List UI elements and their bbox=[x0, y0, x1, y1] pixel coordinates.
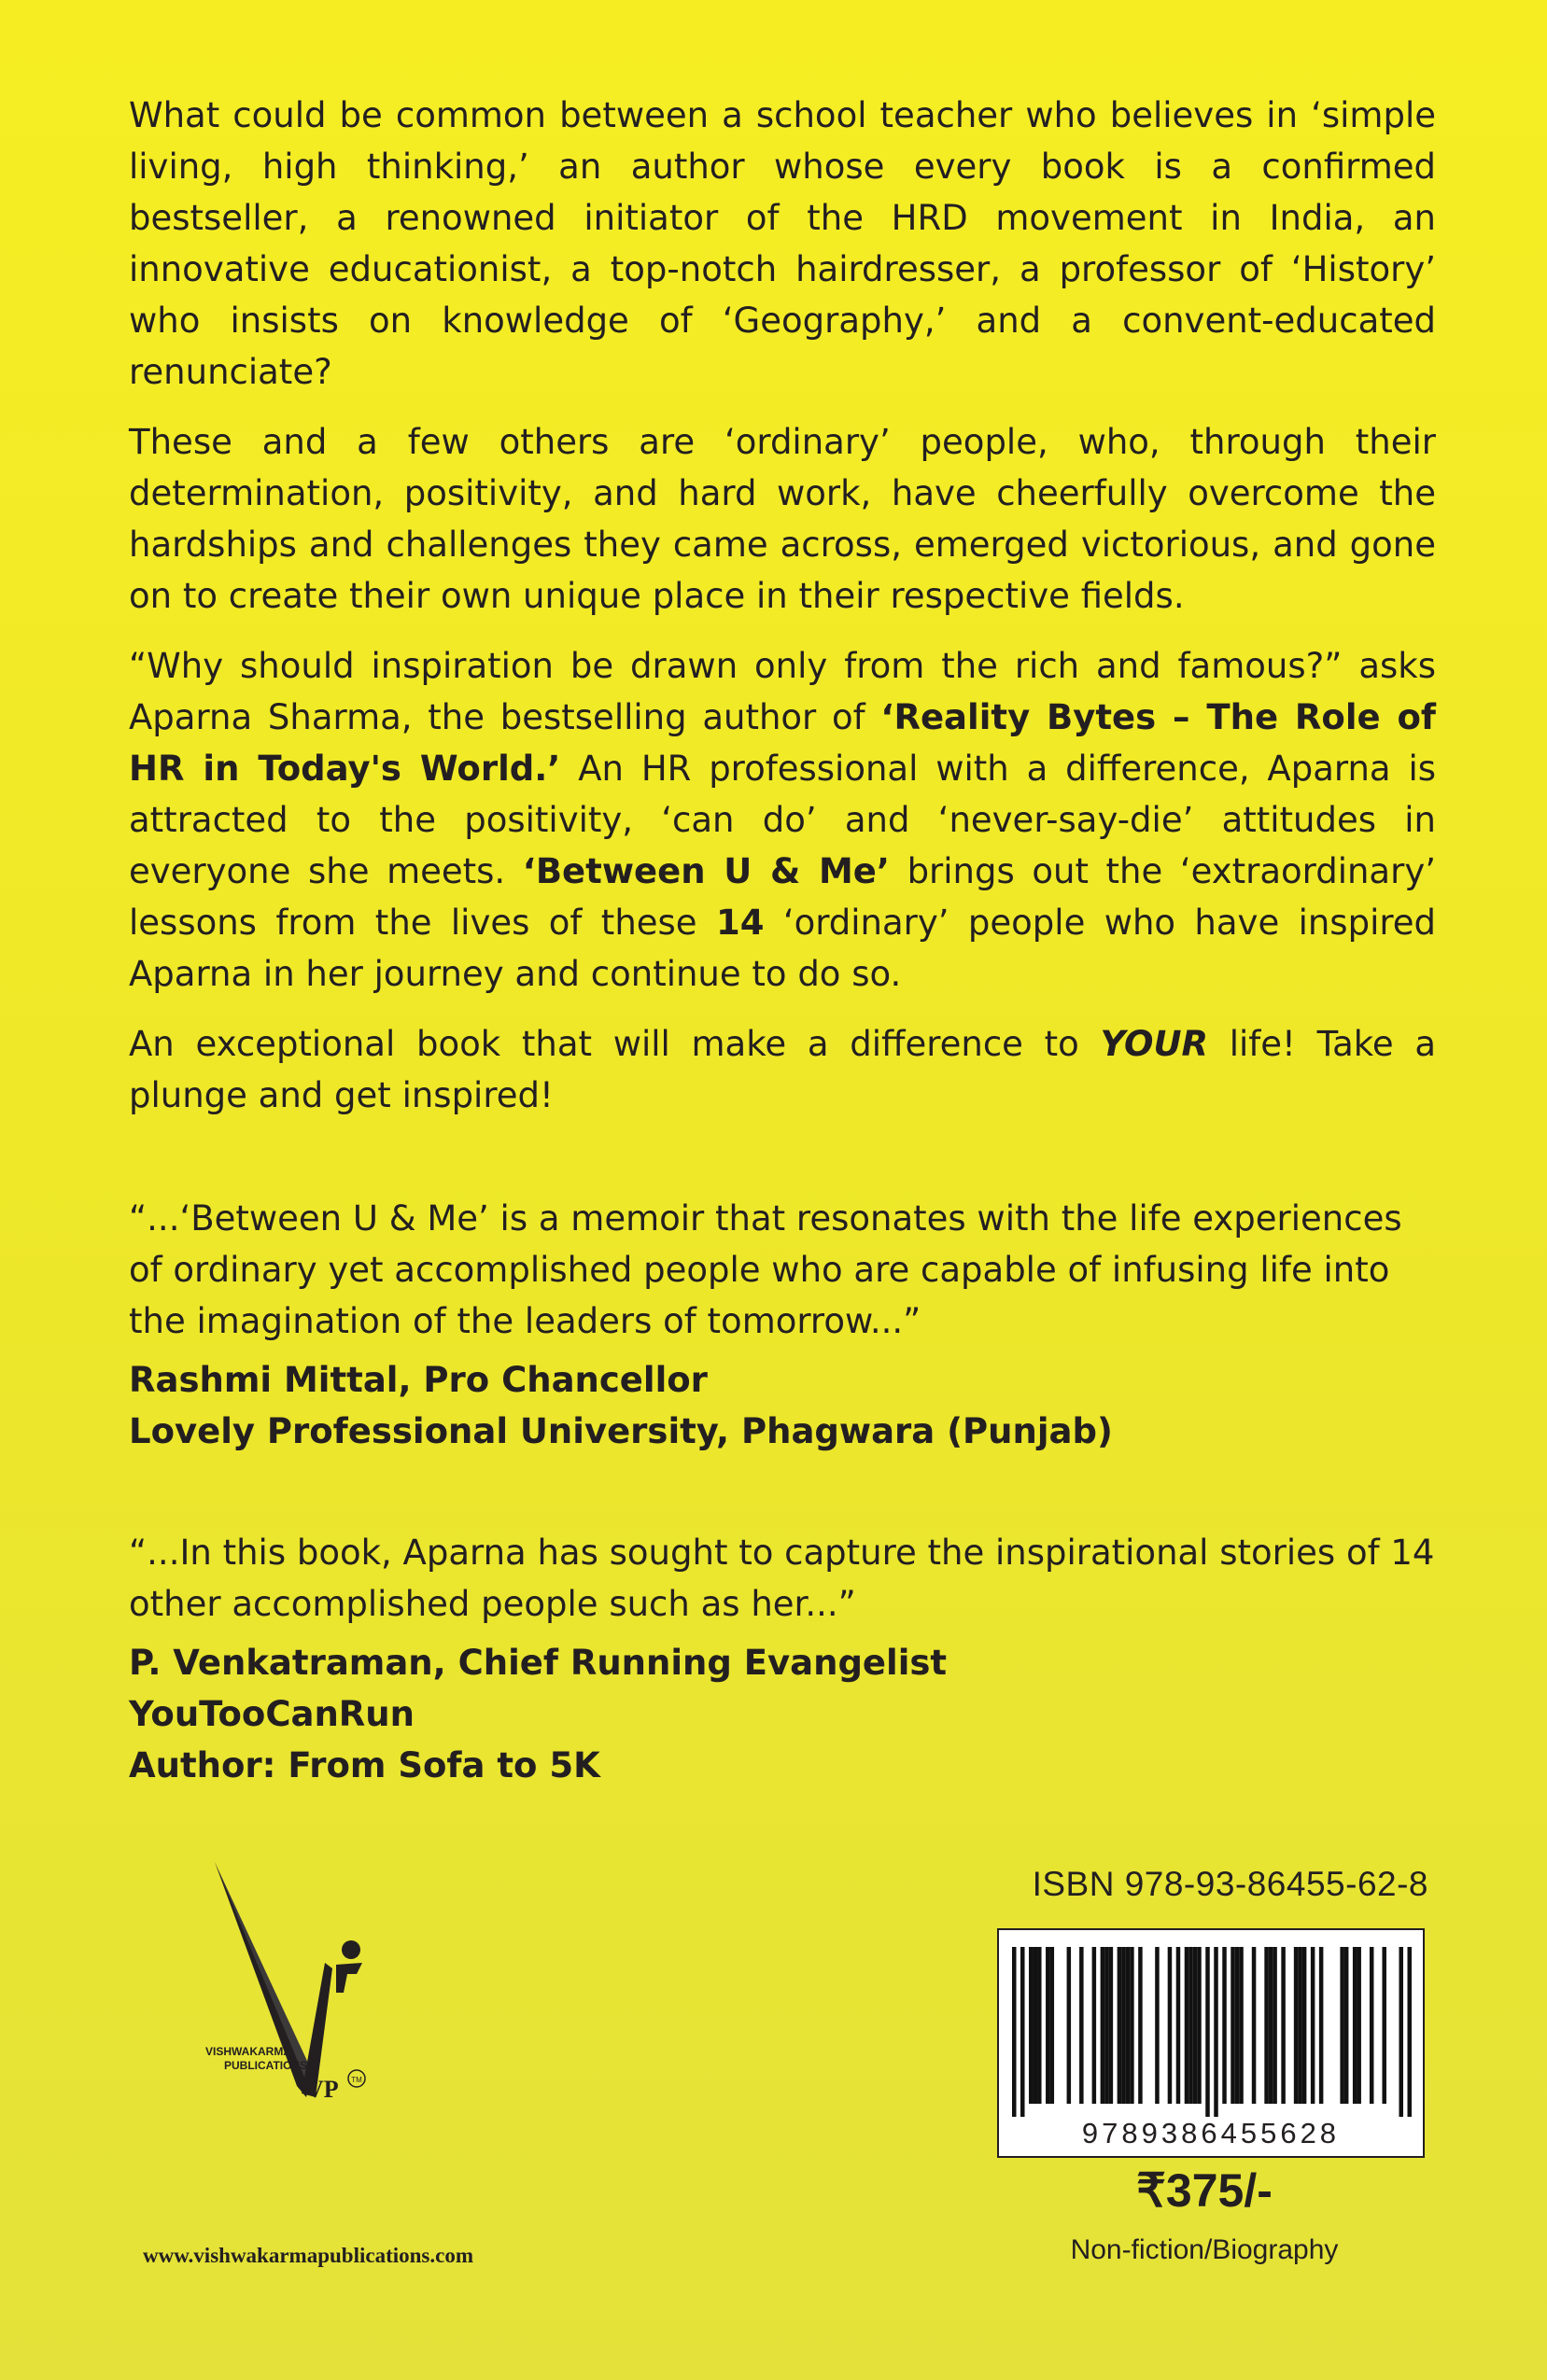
blurb-p4-text-2: life! Take a plunge and get inspired! bbox=[129, 1024, 1436, 1115]
barcode-bar bbox=[1067, 1947, 1072, 2104]
attribution-line: Author: From Sofa to 5K bbox=[129, 1745, 600, 1785]
barcode-bar bbox=[1138, 1947, 1143, 2104]
barcode-bar bbox=[1012, 1947, 1017, 2121]
barcode-bar bbox=[1046, 1947, 1050, 2104]
barcode-bar bbox=[1302, 1947, 1307, 2104]
barcode-bar bbox=[1311, 1947, 1315, 2104]
barcode-digits: 9789386455628 bbox=[999, 2117, 1423, 2150]
quote-attribution bbox=[129, 1637, 1436, 1791]
blurb-paragraph-4 bbox=[129, 1018, 1436, 1121]
logo-text-line-1: VISHWAKARMA bbox=[205, 2045, 291, 2058]
barcode-bar bbox=[1294, 1947, 1299, 2104]
blurb-p3-text-3: brings out the ‘extraordinary’ lessons from the lives of these bbox=[129, 851, 1436, 943]
barcode-bar bbox=[1231, 1947, 1235, 2104]
barcode-bar bbox=[1034, 1947, 1038, 2104]
barcode-bar bbox=[1214, 1947, 1218, 2121]
publisher-logo bbox=[196, 1853, 411, 2198]
barcode-bar bbox=[1109, 1947, 1114, 2104]
isbn-label: ISBN 978-93-86455-62-8 bbox=[1032, 1865, 1428, 1903]
quote-attribution bbox=[129, 1354, 1436, 1457]
barcode-bar bbox=[1281, 1947, 1286, 2104]
price: ₹375/- bbox=[1136, 2164, 1273, 2217]
barcode-bar bbox=[1126, 1947, 1131, 2104]
barcode-bar bbox=[1273, 1947, 1277, 2104]
barcode-bar bbox=[1264, 1947, 1269, 2104]
attribution-line: Lovely Professional University, Phagwara (Punjab) bbox=[129, 1411, 1113, 1451]
barcode-bar bbox=[1185, 1947, 1189, 2104]
barcode-bar bbox=[1197, 1947, 1202, 2104]
quote-text: “...In this book, Aparna has sought to capture the inspirational stories of 14 other accomplished people such as her...” bbox=[129, 1533, 1435, 1624]
barcode-bar bbox=[1235, 1947, 1240, 2104]
barcode-bar bbox=[1037, 1947, 1042, 2104]
barcode-bar bbox=[1205, 1947, 1210, 2121]
blurb-paragraph-2: These and a few others are ‘ordinary’ people, who, through their determination, positivity, and hard work, have cheerfully overcome the hardships and challenges they came across, emerged victorious, and gone on to create their own unique place in their respective fields. bbox=[129, 422, 1436, 616]
attribution-line: YouTooCanRun bbox=[129, 1694, 415, 1734]
barcode-bar bbox=[1344, 1947, 1349, 2104]
barcode-bar bbox=[1155, 1947, 1160, 2104]
barcode-bar bbox=[1118, 1947, 1122, 2104]
barcode-bar bbox=[1092, 1947, 1097, 2104]
barcode-bar bbox=[1353, 1947, 1357, 2104]
publisher-website: www.vishwakarmapublications.com bbox=[143, 2244, 473, 2267]
people-count: 14 bbox=[715, 903, 765, 943]
barcode-bar bbox=[1298, 1947, 1302, 2104]
barcode-bar bbox=[1399, 1947, 1403, 2121]
barcode-bar bbox=[1239, 1947, 1244, 2104]
blurb-p3-text-4: ‘ordinary’ people who have inspired Aparna in her journey and continue to do so. bbox=[129, 903, 1437, 994]
barcode-bar bbox=[1050, 1947, 1055, 2104]
barcode-bar bbox=[1252, 1947, 1257, 2104]
quote-text: “...‘Between U & Me’ is a memoir that resonates with the life experiences of ordinary yet accomplished people who are capable of infusing life into the imagination of the leaders of tomorrow...” bbox=[129, 1198, 1402, 1341]
barcode-bar bbox=[1121, 1947, 1126, 2104]
barcode-bar bbox=[1193, 1947, 1198, 2104]
attribution-line: P. Venkatraman, Chief Running Evangelist bbox=[129, 1643, 948, 1683]
barcode-bar bbox=[1168, 1947, 1173, 2104]
blurb-paragraph-3 bbox=[129, 640, 1436, 1000]
barcode-bar bbox=[1176, 1947, 1181, 2104]
barcode-bar bbox=[1407, 1947, 1412, 2121]
logo-text-line-2: PUBLICATIONS bbox=[224, 2059, 308, 2072]
blurb-p3-text-2: An HR professional with a difference, Aparna is attracted to the positivity, ‘can do’ and ‘never-say-die’ attitudes in everyone she meets. bbox=[129, 749, 1436, 891]
blurb-paragraph-1: What could be common between a school teacher who believes in ‘simple living, high thinking,’ an author whose every book is a confirmed bestseller, a renowned initiator of the HRD movement in India, an innovative educationist, a top-notch hairdresser, a professor of ‘History’ who insists on knowledge of ‘Geography,’ and a convent-educated renunciate? bbox=[129, 95, 1436, 392]
endorsement-quote-2 bbox=[129, 1527, 1436, 1791]
barcode-bars bbox=[1012, 1947, 1412, 2121]
barcode-bar bbox=[1319, 1947, 1324, 2104]
previous-book-title: ‘Reality Bytes – The Role of HR in Today's World.’ bbox=[129, 697, 1436, 789]
book-blurb bbox=[129, 90, 1436, 1140]
barcode-bar bbox=[1020, 1947, 1025, 2121]
barcode-bar bbox=[1101, 1947, 1105, 2104]
barcode-bar bbox=[1340, 1947, 1344, 2104]
barcode-bar bbox=[1222, 1947, 1227, 2104]
blurb-p3-text-1: “Why should inspiration be drawn only from the rich and famous?” asks Aparna Sharma, the bestselling author of bbox=[129, 646, 1436, 737]
barcode-bar bbox=[1130, 1947, 1134, 2104]
barcode-bar bbox=[1029, 1947, 1034, 2104]
attribution-line: Rashmi Mittal, Pro Chancellor bbox=[129, 1360, 708, 1400]
emphasis-your: YOUR bbox=[1100, 1024, 1208, 1064]
publisher-logo-mark bbox=[196, 1853, 411, 2198]
barcode-bar bbox=[1357, 1947, 1361, 2104]
endorsement-quote-1 bbox=[129, 1193, 1436, 1457]
trademark-symbol: TM bbox=[351, 2076, 362, 2084]
logo-mark-text: VP bbox=[306, 2076, 339, 2103]
barcode-bar bbox=[1382, 1947, 1386, 2104]
barcode-bar bbox=[1079, 1947, 1084, 2104]
isbn-barcode bbox=[997, 1928, 1425, 2158]
barcode-bar bbox=[1104, 1947, 1109, 2104]
book-title-mention: ‘Between U & Me’ bbox=[522, 851, 890, 891]
blurb-p4-text-1: An exceptional book that will make a difference to bbox=[129, 1024, 1101, 1064]
barcode-bar bbox=[1188, 1947, 1193, 2104]
barcode-bar bbox=[1269, 1947, 1273, 2104]
barcode-bar bbox=[1370, 1947, 1374, 2104]
genre-category: Non-fiction/Biography bbox=[1070, 2234, 1339, 2265]
